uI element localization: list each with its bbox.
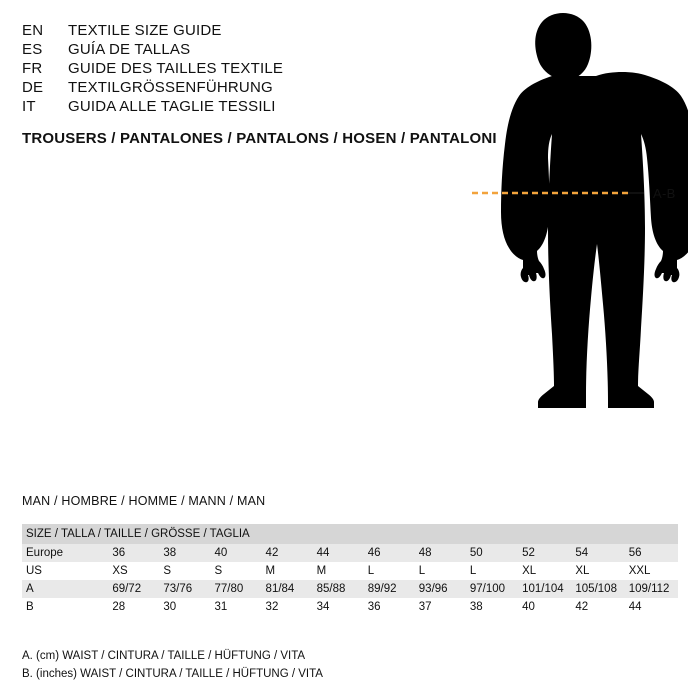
cell: 46 [364, 544, 415, 562]
cell: 85/88 [313, 580, 364, 598]
cell: S [210, 562, 261, 580]
table-row [22, 580, 678, 598]
table-row [22, 598, 678, 616]
size-table [22, 524, 678, 616]
language-row-de [22, 79, 452, 96]
cell: 44 [625, 598, 678, 616]
cell: 31 [210, 598, 261, 616]
language-row-en [22, 22, 452, 39]
cell: 37 [415, 598, 466, 616]
cell: 30 [159, 598, 210, 616]
cell: 28 [108, 598, 159, 616]
table-group-title: MAN / HOMBRE / HOMME / MANN / MAN [22, 494, 266, 508]
language-code-it: IT [22, 98, 36, 115]
cell: 44 [313, 544, 364, 562]
cell: XL [518, 562, 571, 580]
language-text-it: GUIDA ALLE TAGLIE TESSILI [68, 98, 276, 115]
cell: XS [108, 562, 159, 580]
garment-type-title: TROUSERS / PANTALONES / PANTALONS / HOSEN / PANTALONI [22, 130, 497, 147]
language-text-fr: GUIDE DES TAILLES TEXTILE [68, 60, 284, 77]
cell: 69/72 [108, 580, 159, 598]
cell: 38 [466, 598, 518, 616]
cell: L [466, 562, 518, 580]
language-header-block [22, 22, 452, 117]
footnotes [22, 648, 323, 684]
cell: 40 [210, 544, 261, 562]
cell: M [262, 562, 313, 580]
footnote-b: B. (inches) WAIST / CINTURA / TAILLE / HÜFTUNG / VITA [22, 667, 323, 680]
cell: 50 [466, 544, 518, 562]
cell: XXL [625, 562, 678, 580]
row-label-a: A [22, 580, 108, 598]
cell: 77/80 [210, 580, 261, 598]
cell: 93/96 [415, 580, 466, 598]
cell: L [364, 562, 415, 580]
cell: 42 [262, 544, 313, 562]
row-label-b: B [22, 598, 108, 616]
cell: S [159, 562, 210, 580]
cell: 56 [625, 544, 678, 562]
table-row [22, 544, 678, 562]
cell: 52 [518, 544, 571, 562]
language-text-es: GUÍA DE TALLAS [68, 41, 191, 58]
man-silhouette-icon [448, 8, 688, 468]
language-text-de: TEXTILGRÖSSENFÜHRUNG [68, 79, 273, 96]
language-code-fr: FR [22, 60, 43, 77]
cell: 109/112 [625, 580, 678, 598]
language-text-en: TEXTILE SIZE GUIDE [68, 22, 222, 39]
cell: 105/108 [571, 580, 624, 598]
cell: 97/100 [466, 580, 518, 598]
language-code-en: EN [22, 22, 44, 39]
cell: 89/92 [364, 580, 415, 598]
language-code-de: DE [22, 79, 44, 96]
table-header-label: SIZE / TALLA / TAILLE / GRÖSSE / TAGLIA [22, 524, 678, 544]
figure-illustration [448, 8, 688, 468]
cell: 36 [108, 544, 159, 562]
cell: L [415, 562, 466, 580]
cell: 40 [518, 598, 571, 616]
language-row-fr [22, 60, 452, 77]
language-row-es [22, 41, 452, 58]
cell: 73/76 [159, 580, 210, 598]
cell: 101/104 [518, 580, 571, 598]
cell: 54 [571, 544, 624, 562]
language-row-it [22, 98, 452, 115]
cell: 32 [262, 598, 313, 616]
cell: 34 [313, 598, 364, 616]
table-header-row [22, 524, 678, 544]
cell: M [313, 562, 364, 580]
cell: XL [571, 562, 624, 580]
language-code-es: ES [22, 41, 43, 58]
row-label-europe: Europe [22, 544, 108, 562]
cell: 36 [364, 598, 415, 616]
cell: 42 [571, 598, 624, 616]
footnote-a: A. (cm) WAIST / CINTURA / TAILLE / HÜFTUNG / VITA [22, 650, 306, 662]
row-label-us: US [22, 562, 108, 580]
table-row [22, 562, 678, 580]
measure-label-ab: A-B [653, 186, 676, 201]
cell: 81/84 [262, 580, 313, 598]
cell: 38 [159, 544, 210, 562]
cell: 48 [415, 544, 466, 562]
